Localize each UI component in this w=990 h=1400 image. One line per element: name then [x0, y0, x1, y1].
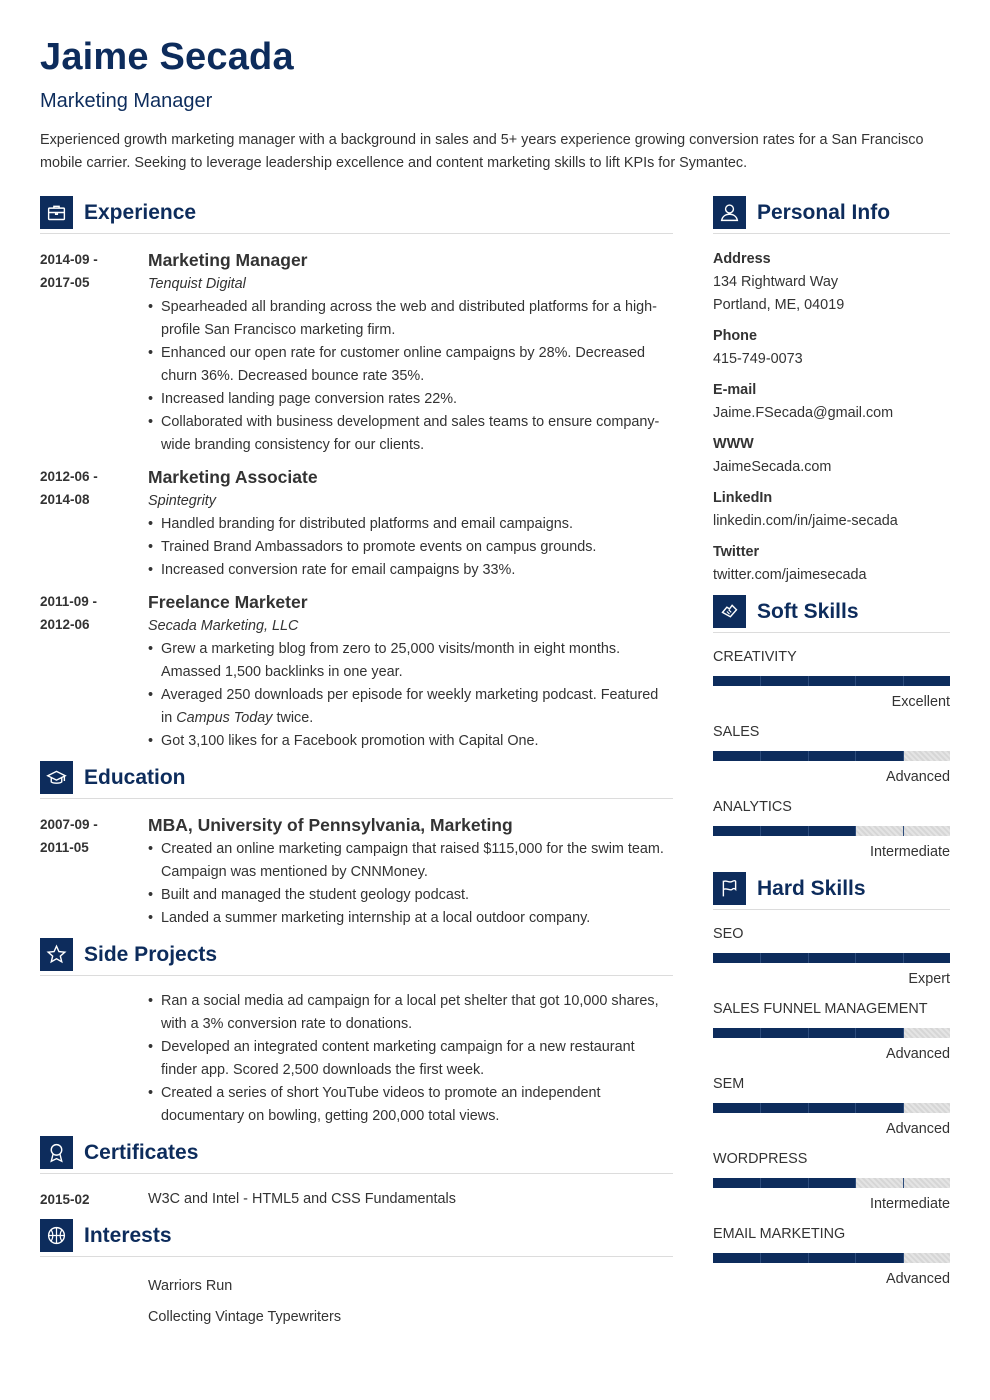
skill-bar-fill — [713, 826, 855, 836]
info-value — [713, 271, 950, 317]
entry-body — [148, 248, 673, 457]
skill-level: Intermediate — [870, 844, 950, 860]
skill-item — [713, 999, 950, 1064]
bullet-list — [148, 990, 673, 1128]
section-title: Interests — [84, 1223, 172, 1247]
skill-level: Intermediate — [870, 1196, 950, 1212]
date-start: 2014-09 - — [40, 252, 98, 267]
side-projects-header — [40, 938, 673, 976]
entry-date — [40, 813, 148, 930]
skill-bar — [713, 1253, 950, 1263]
handshake-icon — [713, 595, 746, 628]
entry-title: Marketing Associate — [148, 467, 318, 487]
skill-bar — [713, 751, 950, 761]
skill-item — [713, 647, 950, 712]
info-label: LinkedIn — [713, 490, 773, 506]
skill-item — [713, 797, 950, 862]
section-title: Experience — [84, 200, 197, 224]
personal-info-section — [713, 196, 950, 587]
interest-item: Collecting Vintage Typewriters — [148, 1309, 342, 1325]
bullet-item: • Spearheaded all branding across the web and distributed platforms for a high-profile San Francisco marketing firm. — [148, 296, 673, 342]
skill-bar-divider — [855, 1253, 856, 1263]
hard-skills-header — [713, 872, 950, 910]
bullet-item: • Averaged 250 downloads per episode for weekly marketing podcast. Featured in Campus Today twice. — [148, 684, 673, 730]
info-value — [713, 510, 950, 533]
info-value — [713, 402, 950, 425]
date-end: 2011-05 — [40, 840, 89, 855]
section-title: Side Projects — [84, 942, 218, 966]
entry-body — [148, 990, 673, 1128]
info-line: linkedin.com/in/jaime-secada — [713, 513, 898, 529]
bullet-item: • Enhanced our open rate for customer online campaigns by 28%. Decreased churn 36%. Decreased bounce rate 35%. — [148, 342, 673, 388]
skill-name: CREATIVITY — [713, 649, 797, 665]
award-icon — [40, 1136, 73, 1169]
entry-organization: Secada Marketing, LLC — [148, 618, 299, 634]
skill-item — [713, 1224, 950, 1289]
entry-organization: Spintegrity — [148, 493, 216, 509]
skill-bar-divider — [760, 826, 761, 836]
job-title: Marketing Manager — [40, 90, 213, 112]
section-title: Education — [84, 765, 186, 789]
info-line: JaimeSecada.com — [713, 459, 832, 475]
skill-bar-divider — [760, 1103, 761, 1113]
skill-bar-divider — [903, 676, 904, 686]
candidate-name: Jaime Secada — [40, 36, 294, 78]
skill-bar-divider — [808, 676, 809, 686]
skill-bar-divider — [808, 1103, 809, 1113]
graduation-cap-icon — [40, 761, 73, 794]
skill-item — [713, 924, 950, 989]
interests-header — [40, 1219, 673, 1257]
skill-bar — [713, 953, 950, 963]
skill-name: SEM — [713, 1076, 745, 1092]
entry-body — [148, 590, 673, 753]
bullet-list — [148, 513, 673, 582]
skill-bar-divider — [808, 1028, 809, 1038]
skill-name: WORDPRESS — [713, 1151, 808, 1167]
skill-bar-fill — [713, 953, 950, 963]
skill-bar — [713, 1028, 950, 1038]
info-value — [713, 348, 950, 371]
skill-bar-divider — [903, 1028, 904, 1038]
date-end: 2012-06 — [40, 617, 90, 632]
skill-bar-divider — [808, 751, 809, 761]
skill-bar-divider — [855, 953, 856, 963]
info-label: Address — [713, 251, 771, 267]
experience-entry — [40, 248, 673, 457]
info-line: 415-749-0073 — [713, 351, 803, 367]
section-title: Personal Info — [757, 200, 891, 224]
skill-item — [713, 1074, 950, 1139]
entry-body — [148, 813, 673, 930]
entry-title: Freelance Marketer — [148, 592, 308, 612]
education-header — [40, 761, 673, 799]
date-end: 2014-08 — [40, 492, 90, 507]
date-start: 2011-09 - — [40, 594, 98, 609]
interest-item: Warriors Run — [148, 1278, 233, 1294]
experience-entry — [40, 465, 673, 582]
info-value — [713, 456, 950, 479]
summary: Experienced growth marketing manager with a background in sales and 5+ years experience growing conversion rates for a San Francisco mobile carrier. Seeking to leverage leadership excellence and content marketing skills to lift KPIs for Symantec. — [40, 132, 924, 171]
skill-bar-divider — [903, 1253, 904, 1263]
entry-date-empty — [40, 990, 148, 1128]
skill-name: EMAIL MARKETING — [713, 1226, 846, 1242]
entry-date: 2015-02 — [40, 1192, 90, 1207]
date-start: 2007-09 - — [40, 817, 98, 832]
info-line: Jaime.FSecada@gmail.com — [713, 405, 894, 421]
bullet-item: • Ran a social media ad campaign for a local pet shelter that got 10,000 shares, with a 3% conversion rate to donations. — [148, 990, 673, 1036]
bullet-item: • Grew a marketing blog from zero to 25,000 visits/month in eight months. Amassed 1,500 backlinks in one year. — [148, 638, 673, 684]
skill-item — [713, 1149, 950, 1214]
soft-skills-section — [713, 595, 950, 862]
star-icon — [40, 938, 73, 971]
info-label: WWW — [713, 436, 754, 452]
bullet-item: • Increased conversion rate for email campaigns by 33%. — [148, 559, 673, 582]
personal-info-header — [713, 196, 950, 234]
experience-entry — [40, 590, 673, 753]
info-label: E-mail — [713, 382, 757, 398]
skill-level: Advanced — [885, 1271, 950, 1287]
skill-bar-divider — [855, 1028, 856, 1038]
entry-organization: Tenquist Digital — [148, 276, 246, 292]
skill-bar-divider — [855, 676, 856, 686]
flag-icon — [713, 872, 746, 905]
bullet-item: • Developed an integrated content marketing campaign for a new restaurant finder app. Scored 2,500 downloads the first week. — [148, 1036, 673, 1082]
skill-bar-divider — [855, 826, 856, 836]
basketball-icon — [40, 1219, 73, 1252]
info-line: Portland, ME, 04019 — [713, 297, 845, 313]
skill-bar-divider — [855, 1103, 856, 1113]
info-label: Twitter — [713, 544, 760, 560]
skill-bar-divider — [808, 826, 809, 836]
skill-level: Expert — [908, 971, 950, 987]
personal-info-list — [713, 248, 950, 587]
left-column — [40, 196, 673, 1333]
section-title: Soft Skills — [757, 599, 859, 623]
entry-date — [40, 465, 148, 582]
user-icon — [713, 196, 746, 229]
skill-bar-divider — [903, 1178, 904, 1188]
bullet-item: • Landed a summer marketing internship at a local outdoor company. — [148, 907, 673, 930]
bullet-item: • Got 3,100 likes for a Facebook promotion with Capital One. — [148, 730, 673, 753]
entry-date — [40, 590, 148, 753]
certificates-section — [40, 1136, 673, 1211]
skill-bar-divider — [903, 1103, 904, 1113]
bullet-item: • Created an online marketing campaign that raised $115,000 for the swim team. Campaign was mentioned by CNNMoney. — [148, 838, 673, 884]
skill-bar — [713, 826, 950, 836]
bullet-item: • Handled branding for distributed platforms and email campaigns. — [148, 513, 673, 536]
info-line: 134 Rightward Way — [713, 274, 839, 290]
skill-bar-divider — [903, 826, 904, 836]
bullet-item: • Trained Brand Ambassadors to promote events on campus grounds. — [148, 536, 673, 559]
side-projects-section — [40, 938, 673, 1128]
skill-bar — [713, 1103, 950, 1113]
info-line: twitter.com/jaimesecada — [713, 567, 867, 583]
hard-skills-section — [713, 872, 950, 1289]
interests-section — [40, 1219, 673, 1333]
skill-name: ANALYTICS — [713, 799, 792, 815]
skill-bar-divider — [760, 751, 761, 761]
bullet-list — [148, 296, 673, 457]
skill-bar-divider — [808, 1253, 809, 1263]
entry-title: Marketing Manager — [148, 250, 308, 270]
skill-bar-divider — [760, 953, 761, 963]
bullet-item: • Collaborated with business development and sales teams to ensure company-wide branding consistency for our clients. — [148, 411, 673, 457]
info-value — [713, 564, 950, 587]
date-end: 2017-05 — [40, 275, 90, 290]
info-label: Phone — [713, 328, 757, 344]
skill-bar-fill — [713, 676, 950, 686]
skill-bar-divider — [760, 676, 761, 686]
bullet-item: • Created a series of short YouTube videos to promote an independent documentary on bowling, getting 200,000 total views. — [148, 1082, 673, 1128]
skill-level: Excellent — [891, 694, 950, 710]
right-column — [713, 196, 950, 1299]
bullet-item: • Built and managed the student geology podcast. — [148, 884, 673, 907]
bullet-item: • Increased landing page conversion rates 22%. — [148, 388, 673, 411]
section-title: Certificates — [84, 1140, 199, 1164]
experience-header — [40, 196, 673, 234]
skill-bar-divider — [760, 1028, 761, 1038]
skill-level: Advanced — [885, 769, 950, 785]
experience-section — [40, 196, 673, 753]
skill-bar — [713, 676, 950, 686]
bullet-list — [148, 838, 673, 930]
skill-name: SALES — [713, 724, 760, 740]
entry-date — [40, 248, 148, 457]
skill-bar-divider — [808, 953, 809, 963]
skill-name: SALES FUNNEL MANAGEMENT — [713, 1001, 928, 1017]
entry-body — [148, 465, 673, 582]
date-start: 2012-06 - — [40, 469, 98, 484]
briefcase-icon — [40, 196, 73, 229]
skill-bar-divider — [855, 1178, 856, 1188]
skill-bar-divider — [760, 1178, 761, 1188]
skill-bar-divider — [760, 1253, 761, 1263]
skill-bar-divider — [903, 953, 904, 963]
education-entry — [40, 813, 673, 930]
section-title: Hard Skills — [757, 876, 866, 900]
skill-name: SEO — [713, 926, 744, 942]
skill-bar-divider — [808, 1178, 809, 1188]
skill-bar — [713, 1178, 950, 1188]
education-section — [40, 761, 673, 930]
skill-item — [713, 722, 950, 787]
certificates-header — [40, 1136, 673, 1174]
certificate-name: W3C and Intel - HTML5 and CSS Fundamentals — [148, 1191, 456, 1207]
skill-level: Advanced — [885, 1121, 950, 1137]
side-projects-entry — [40, 990, 673, 1128]
certificate-entry — [40, 1188, 673, 1211]
soft-skills-header — [713, 595, 950, 633]
skill-level: Advanced — [885, 1046, 950, 1062]
skill-bar-divider — [855, 751, 856, 761]
bullet-list — [148, 638, 673, 753]
entry-title: MBA, University of Pennsylvania, Marketing — [148, 815, 513, 835]
skill-bar-fill — [713, 1178, 855, 1188]
skill-bar-divider — [903, 751, 904, 761]
